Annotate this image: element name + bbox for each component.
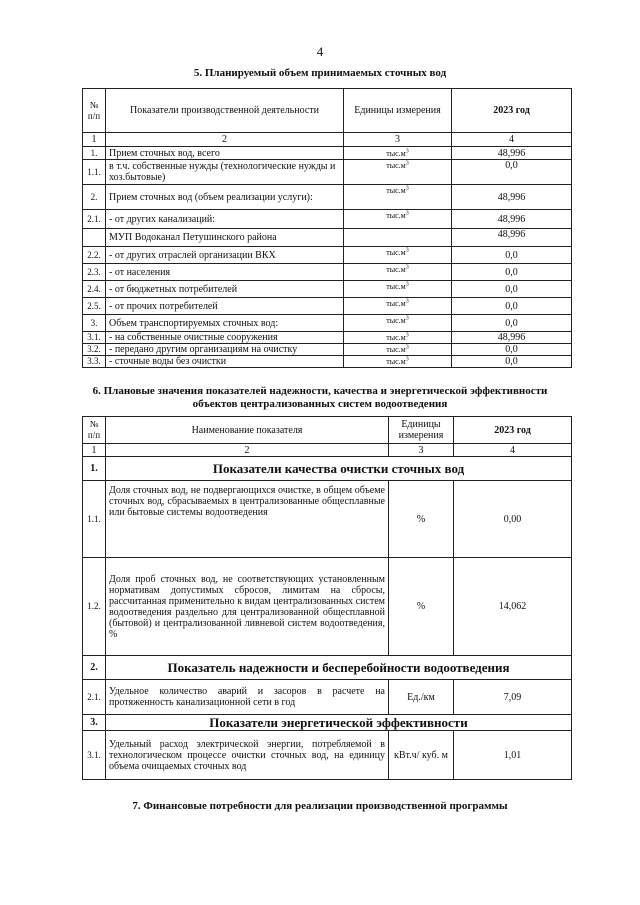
col-number: 2 bbox=[106, 444, 389, 457]
table-row bbox=[83, 281, 572, 298]
row-name: Доля сточных вод, не подвергающихся очистке, в общем объеме сточных вод, сбрасываемых в централизованные общесплавные или бытовые системы водоотведения bbox=[106, 481, 389, 558]
col-number: 1 bbox=[83, 444, 106, 457]
row-num: 2.5. bbox=[83, 298, 106, 315]
row-value: 48,996 bbox=[452, 229, 572, 247]
row-name: Удельный расход электрической энергии, потребляемой в технологическом процессе очистки сточных вод, на единицу объема очищаемых сточных вод bbox=[106, 731, 389, 780]
row-unit bbox=[344, 229, 452, 247]
header-unit: Единицы измерения bbox=[389, 417, 454, 444]
row-unit: $тыс.м^3$ bbox=[344, 247, 452, 264]
row-unit: $тыс.м^3$ bbox=[344, 160, 452, 185]
row-name: - сточные воды без очистки bbox=[106, 356, 344, 368]
row-value: 0,0 bbox=[452, 298, 572, 315]
table-row bbox=[83, 558, 572, 656]
table-row bbox=[83, 185, 572, 210]
row-value: 0,00 bbox=[454, 481, 572, 558]
group-title: Показатели энергетической эффективности bbox=[106, 715, 572, 731]
row-unit: $тыс.м^3$ bbox=[344, 332, 452, 344]
row-value: 0,0 bbox=[452, 247, 572, 264]
header-unit: Единицы измерения bbox=[344, 89, 452, 133]
group-title: Показатели качества очистки сточных вод bbox=[106, 457, 572, 481]
table-row bbox=[83, 731, 572, 780]
row-unit: кВт.ч/ куб. м bbox=[389, 731, 454, 780]
row-name: Доля проб сточных вод, не соответствующих установленным нормативам допустимых сбросов, лимитам на сбросы, рассчитанная применительно к видам централизованных систем водоотведения раздельно для централизованной общесплавной (бытовой) и централизованной ливневой систем водоотведения, % bbox=[106, 558, 389, 656]
row-value: 0,0 bbox=[452, 281, 572, 298]
table-row bbox=[83, 680, 572, 715]
row-name: - на собственные очистные сооружения bbox=[106, 332, 344, 344]
row-value: 7,09 bbox=[454, 680, 572, 715]
row-name: - от других канализаций: bbox=[106, 210, 344, 229]
row-value: 14,062 bbox=[454, 558, 572, 656]
row-name: - от других отраслей организации ВКХ bbox=[106, 247, 344, 264]
row-value: 0,0 bbox=[452, 344, 572, 356]
section-6-title-line1: 6. Плановые значения показателей надежности, качества и энергетической эффективности bbox=[92, 385, 548, 397]
row-name: - от населения bbox=[106, 264, 344, 281]
col-number: 3 bbox=[389, 444, 454, 457]
row-unit: % bbox=[389, 558, 454, 656]
section-5-title: 5. Планируемый объем принимаемых сточных вод bbox=[193, 67, 447, 79]
table-row bbox=[83, 210, 572, 229]
row-value: 48,996 bbox=[452, 147, 572, 160]
table-row bbox=[83, 147, 572, 160]
group-row bbox=[83, 715, 572, 731]
table-6-header-row bbox=[83, 417, 572, 444]
group-row bbox=[83, 457, 572, 481]
row-num: 2.1. bbox=[83, 680, 106, 715]
row-unit: $тыс.м^3$ bbox=[344, 356, 452, 368]
section-7-title: 7. Финансовые потребности для реализации производственной программы bbox=[132, 800, 508, 812]
row-value: 48,996 bbox=[452, 332, 572, 344]
group-row bbox=[83, 656, 572, 680]
row-name: Прием сточных вод, всего bbox=[106, 147, 344, 160]
table-row bbox=[83, 481, 572, 558]
header-year: 2023 год bbox=[454, 417, 572, 444]
row-name: Удельное количество аварий и засоров в расчете на протяженность канализационной сети в год bbox=[106, 680, 389, 715]
row-name: - от бюджетных потребителей bbox=[106, 281, 344, 298]
page-number: 4 bbox=[316, 44, 324, 59]
row-num: 3. bbox=[83, 315, 106, 332]
row-value: 0,0 bbox=[452, 264, 572, 281]
header-num: № п/п bbox=[83, 417, 106, 444]
col-number: 1 bbox=[83, 133, 106, 147]
row-unit: $тыс.м^3$ bbox=[344, 147, 452, 160]
row-name: Прием сточных вод (объем реализации услуги): bbox=[106, 185, 344, 210]
row-num: 1. bbox=[83, 147, 106, 160]
row-value: 0,0 bbox=[452, 356, 572, 368]
col-number: 2 bbox=[106, 133, 344, 147]
col-number: 4 bbox=[454, 444, 572, 457]
table-6-colnum-row bbox=[83, 444, 572, 457]
table-row bbox=[83, 247, 572, 264]
row-name: в т.ч. собственные нужды (технологические нужды и хоз.бытовые) bbox=[106, 160, 344, 185]
group-title: Показатель надежности и бесперебойности водоотведения bbox=[106, 656, 572, 680]
row-unit: $тыс.м^3$ bbox=[344, 185, 452, 210]
row-unit: % bbox=[389, 481, 454, 558]
row-num: 3.1. bbox=[83, 332, 106, 344]
row-num: 2.2. bbox=[83, 247, 106, 264]
row-value: 0,0 bbox=[452, 315, 572, 332]
table-row bbox=[83, 356, 572, 368]
row-unit: $тыс.м^3$ bbox=[344, 315, 452, 332]
section-6-title bbox=[0, 385, 640, 411]
row-num: 1.2. bbox=[83, 558, 106, 656]
row-value: 1,01 bbox=[454, 731, 572, 780]
row-num: 2.4. bbox=[83, 281, 106, 298]
table-row bbox=[83, 160, 572, 185]
row-name: Объем транспортируемых сточных вод: bbox=[106, 315, 344, 332]
row-unit: $тыс.м^3$ bbox=[344, 298, 452, 315]
table-section-6 bbox=[82, 416, 572, 780]
col-number: 4 bbox=[452, 133, 572, 147]
group-num: 2. bbox=[83, 656, 106, 680]
table-row bbox=[83, 332, 572, 344]
group-num: 1. bbox=[83, 457, 106, 481]
row-num: 3.2. bbox=[83, 344, 106, 356]
section-6-title-line2: объектов централизованных систем водоотведения bbox=[192, 398, 448, 410]
row-unit: $тыс.м^3$ bbox=[344, 264, 452, 281]
row-num: 3.1. bbox=[83, 731, 106, 780]
header-indicator: Наименование показателя bbox=[106, 417, 389, 444]
row-num: 1.1. bbox=[83, 160, 106, 185]
table-row bbox=[83, 264, 572, 281]
row-num bbox=[83, 229, 106, 247]
row-value: 48,996 bbox=[452, 210, 572, 229]
row-name: - от прочих потребителей bbox=[106, 298, 344, 315]
row-num: 2.1. bbox=[83, 210, 106, 229]
col-number: 3 bbox=[344, 133, 452, 147]
table-row bbox=[83, 229, 572, 247]
header-indicator: Показатели производственной деятельности bbox=[106, 89, 344, 133]
row-value: 48,996 bbox=[452, 185, 572, 210]
row-name: МУП Водоканал Петушинского района bbox=[106, 229, 344, 247]
row-unit: Ед./км bbox=[389, 680, 454, 715]
row-unit: $тыс.м^3$ bbox=[344, 210, 452, 229]
header-year: 2023 год bbox=[452, 89, 572, 133]
table-5-colnum-row bbox=[83, 133, 572, 147]
row-unit: $тыс.м^3$ bbox=[344, 281, 452, 298]
table-section-5 bbox=[82, 88, 572, 368]
table-row bbox=[83, 298, 572, 315]
group-num: 3. bbox=[83, 715, 106, 731]
header-num: № п/п bbox=[83, 89, 106, 133]
row-unit: $тыс.м^3$ bbox=[344, 344, 452, 356]
table-row bbox=[83, 315, 572, 332]
row-num: 2.3. bbox=[83, 264, 106, 281]
row-num: 3.3. bbox=[83, 356, 106, 368]
row-num: 2. bbox=[83, 185, 106, 210]
table-row bbox=[83, 344, 572, 356]
row-num: 1.1. bbox=[83, 481, 106, 558]
row-value: 0,0 bbox=[452, 160, 572, 185]
row-name: - передано другим организациям на очистку bbox=[106, 344, 344, 356]
table-5-header-row bbox=[83, 89, 572, 133]
